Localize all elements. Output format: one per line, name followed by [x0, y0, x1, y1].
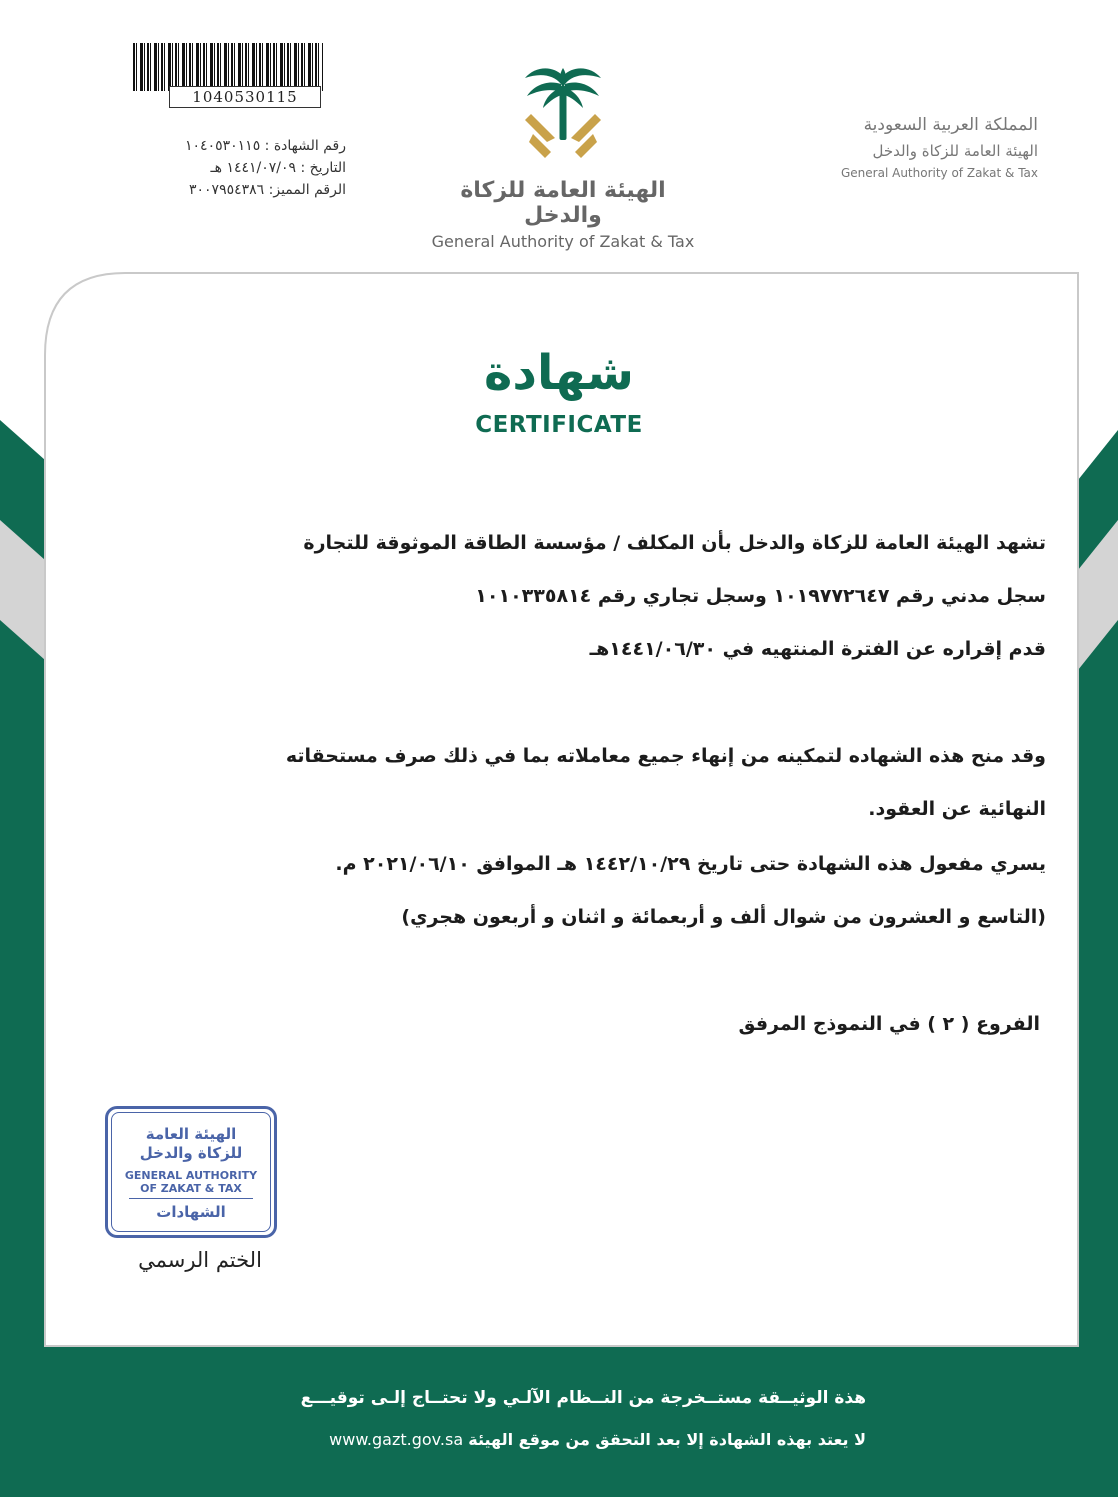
- body-line-grant: وقد منح هذه الشهاده لتمكينه من إنهاء جميع معاملاته بما في ذلك صرف مستحقاته: [285, 745, 1046, 767]
- footer-verification: [329, 1430, 866, 1449]
- body-line-validity-words: (التاسع و العشرون من شوال ألف و أربعمائة و اثنان و أربعون هجري): [401, 906, 1046, 928]
- distinguished-number: الرقم المميز: ٣٠٠٧٩٥٤٣٨٦: [188, 182, 346, 198]
- authority-name-english: General Authority of Zakat & Tax: [841, 166, 1038, 180]
- footer-verify-text: لا يعتد بهذه الشهادة إلا بعد التحقق من موقع الهيئة: [468, 1430, 866, 1449]
- certificate-number: رقم الشهادة : ١٠٤٠٥٣٠١١٥: [185, 138, 346, 154]
- logo-name-arabic: الهيئة العامة للزكاة والدخل: [460, 178, 666, 228]
- body-line-contracts: النهائية عن العقود.: [868, 798, 1046, 820]
- palm-emblem-icon: [513, 62, 613, 170]
- body-line-registration: سجل مدني رقم ١٠١٩٧٧٢٦٤٧ وسجل تجاري رقم ١٠١٠٣٣٥٨١٤: [475, 585, 1046, 607]
- gazt-logo: [418, 62, 708, 251]
- body-line-taxpayer: تشهد الهيئة العامة للزكاة والدخل بأن المكلف / مؤسسة الطاقة الموثوقة للتجارة: [303, 532, 1046, 554]
- barcode-bars: [133, 43, 323, 91]
- footer-url-link[interactable]: www.gazt.gov.sa: [329, 1430, 464, 1449]
- body-line-period: قدم إقراره عن الفترة المنتهيه في ١٤٤١/٠٦/٣٠هـ: [589, 638, 1046, 660]
- certificate-meta: [185, 135, 346, 201]
- seal-inner-frame: [111, 1112, 271, 1232]
- seal-line-arabic-3: الشهادات: [156, 1203, 226, 1221]
- footer-note: هذة الوثيــقة مستــخرجة من النــظام الآلـي ولا تحتــاج إلـى توقيـــع: [300, 1388, 866, 1408]
- barcode-number: 1040530115: [169, 86, 321, 108]
- seal-line-arabic-1: الهيئة العامة: [145, 1125, 237, 1143]
- seal-line-english-2: OF ZAKAT & TAX: [140, 1182, 242, 1195]
- header-authority-block: [841, 115, 1038, 180]
- certificate-title-arabic: شهادة: [484, 345, 634, 401]
- body-line-validity: يسري مفعول هذه الشهادة حتى تاريخ ١٤٤٢/١٠/٢٩ هـ الموافق ٢٠٢١/٠٦/١٠ م.: [335, 853, 1046, 875]
- authority-name-arabic: الهيئة العامة للزكاة والدخل: [872, 142, 1038, 160]
- certificate-title-english: CERTIFICATE: [475, 412, 643, 438]
- kingdom-name: المملكة العربية السعودية: [863, 115, 1038, 135]
- seal-divider: [129, 1198, 253, 1199]
- official-seal: [105, 1106, 277, 1238]
- seal-line-english-1: GENERAL AUTHORITY: [124, 1169, 258, 1182]
- barcode: [133, 43, 323, 107]
- seal-caption: الختم الرسمي: [138, 1248, 262, 1272]
- body-line-branches: الفروع ( ٢ ) في النموذج المرفق: [738, 1013, 1040, 1035]
- seal-line-arabic-2: للزكاة والدخل: [139, 1144, 243, 1162]
- logo-name-english: General Authority of Zakat & Tax: [431, 232, 695, 251]
- certificate-date: التاريخ : ١٤٤١/٠٧/٠٩ هـ: [210, 160, 346, 176]
